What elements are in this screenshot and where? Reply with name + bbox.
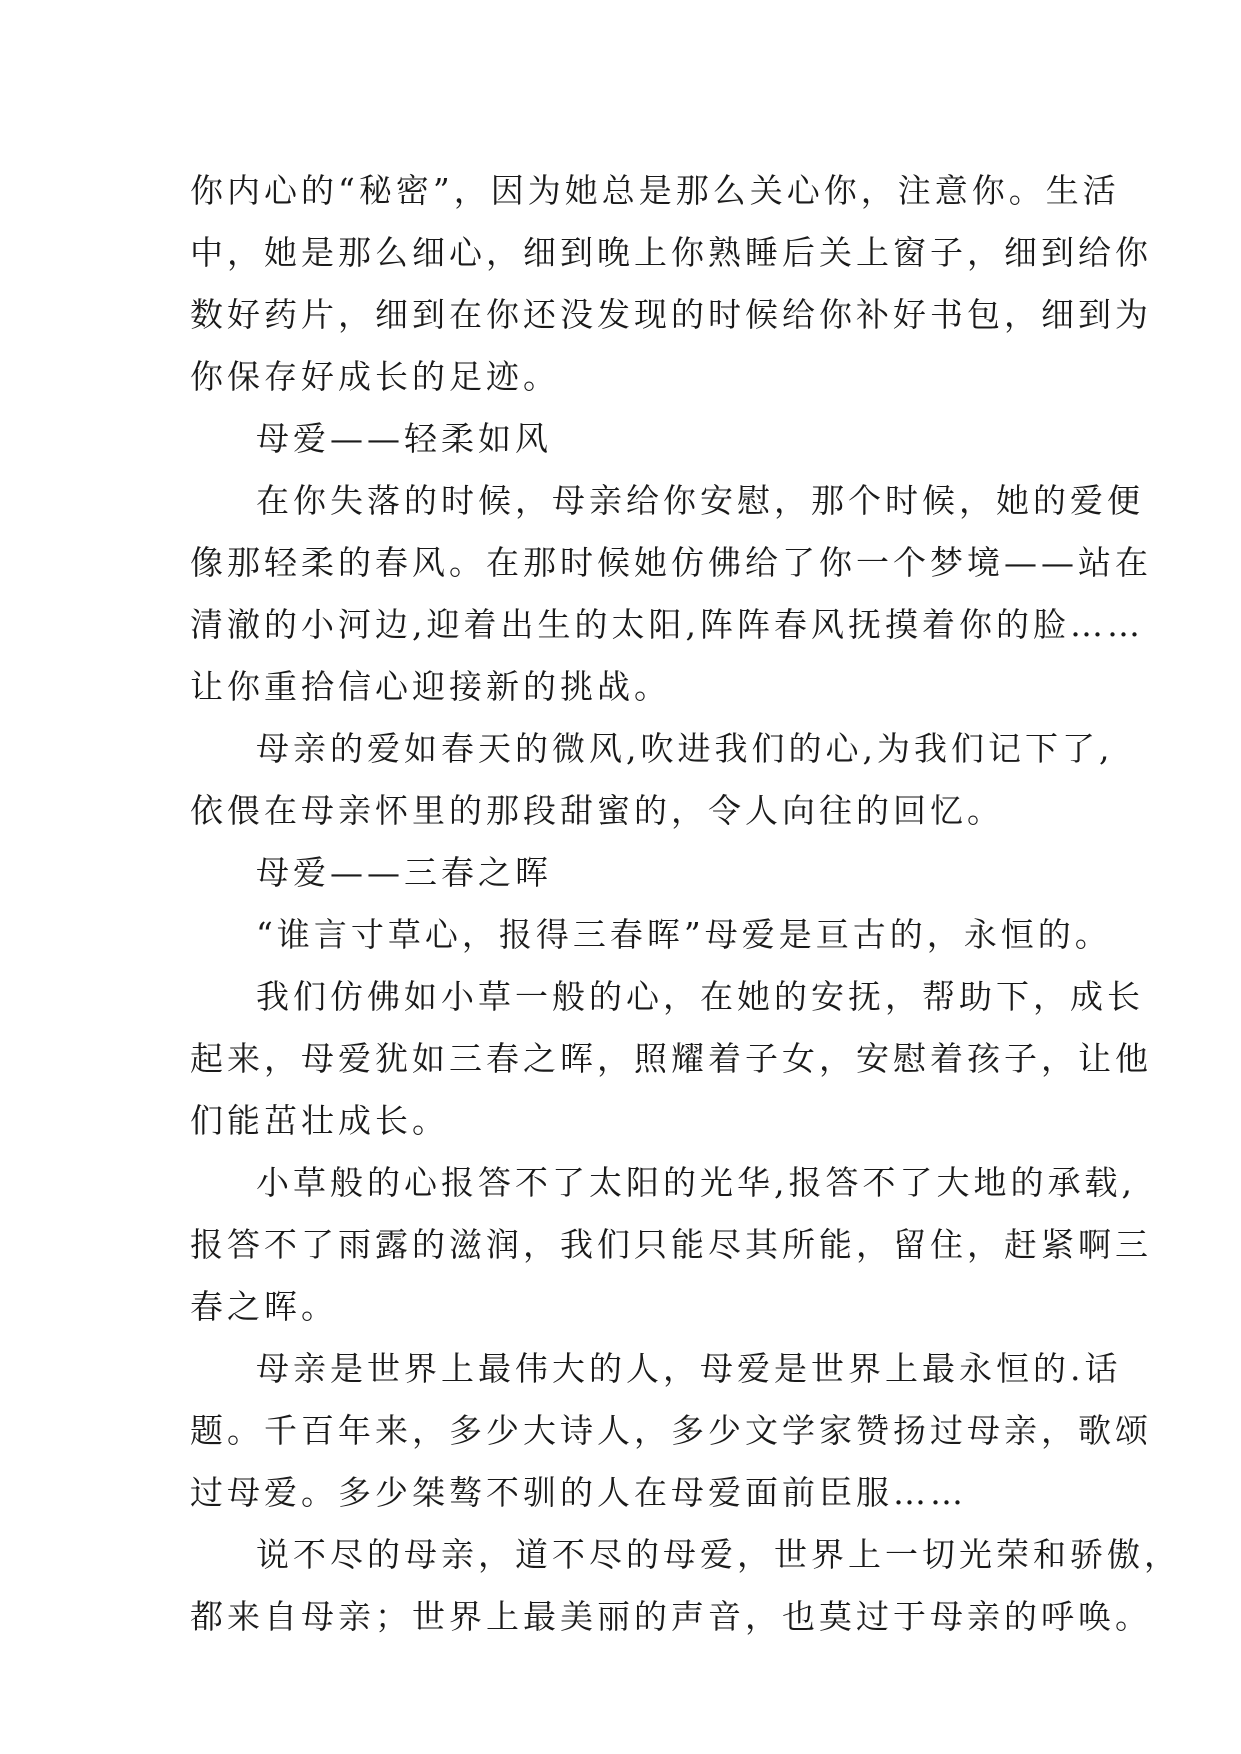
text-line: 依偎在母亲怀里的那段甜蜜的，令人向往的回忆。 [190,791,1004,830]
text-line: 数好药片，细到在你还没发现的时候给你补好书包，细到为 [190,295,1152,334]
text-line: 你内心的“秘密”，因为她总是那么关心你，注意你。生活 [190,171,1120,210]
text-line: 你保存好成长的足迹。 [190,357,560,396]
text-line: 都来自母亲；世界上最美丽的声音，也莫过于母亲的呼唤。 [190,1597,1152,1636]
text-line: 在你失落的时候，母亲给你安慰，那个时候，她的爱便 [256,481,1144,520]
document-body [190,160,1181,1648]
text-line: 报答不了雨露的滋润，我们只能尽其所能，留住，赶紧啊三 [190,1225,1152,1264]
text-line: 像那轻柔的春风。在那时候她仿佛给了你一个梦境——站在 [190,543,1152,582]
text-line: 母亲是世界上最伟大的人，母爱是世界上最永恒的.话 [256,1349,1122,1388]
section-heading: 母爱——三春之晖 [256,853,552,892]
text-line: 让你重拾信心迎接新的挑战。 [190,667,671,706]
section-heading: 母爱——轻柔如风 [256,419,552,458]
text-line: 说不尽的母亲，道不尽的母爱，世界上一切光荣和骄傲， [256,1535,1181,1574]
text-line: 母亲的爱如春天的微风,吹进我们的心,为我们记下了, [256,729,1114,768]
text-line: “谁言寸草心，报得三春晖”母爱是亘古的，永恒的。 [256,915,1112,954]
text-line: 小草般的心报答不了太阳的光华,报答不了大地的承载, [256,1163,1136,1202]
text-line: 过母爱。多少桀骜不驯的人在母爱面前臣服…… [190,1473,967,1512]
text-line: 春之晖。 [190,1287,338,1326]
text-line: 我们仿佛如小草一般的心，在她的安抚，帮助下，成长 [256,977,1144,1016]
text-line: 题。千百年来，多少大诗人，多少文学家赞扬过母亲，歌颂 [190,1411,1152,1450]
text-line: 起来，母爱犹如三春之晖，照耀着子女，安慰着孩子，让他 [190,1039,1152,1078]
text-line: 们能茁壮成长。 [190,1101,449,1140]
text-line: 清澈的小河边,迎着出生的太阳,阵阵春风抚摸着你的脸…… [190,605,1144,644]
text-line: 中，她是那么细心，细到晚上你熟睡后关上窗子，细到给你 [190,233,1152,272]
